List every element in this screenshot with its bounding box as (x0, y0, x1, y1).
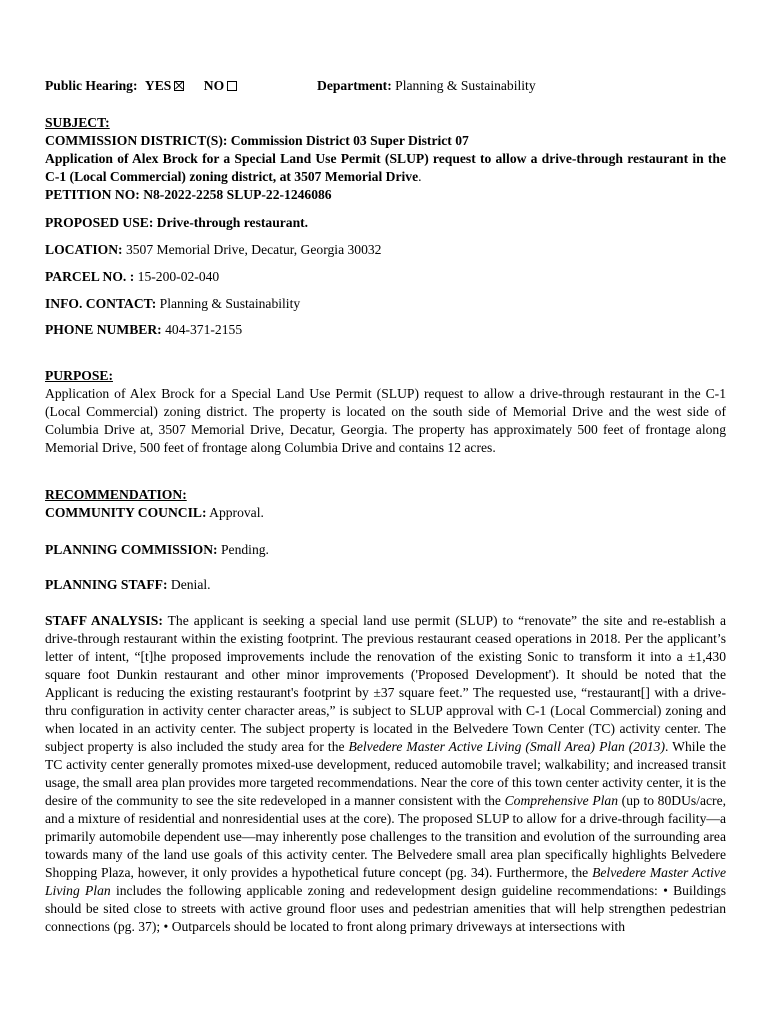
parcel-value: 15-200-02-040 (137, 269, 220, 284)
staff-analysis-plan-title-2: Comprehensive Plan (504, 793, 618, 808)
public-hearing-row (45, 77, 726, 95)
contact-value: Planning & Sustainability (159, 296, 301, 311)
commission-districts: COMMISSION DISTRICT(S): Commission District 03 Super District 07 (45, 133, 469, 148)
contact-field (45, 295, 726, 313)
yes-checkbox-checked (174, 81, 184, 91)
yes-label: YES (144, 78, 172, 93)
staff-analysis-text-4: includes the following applicable zoning and redevelopment design guideline recommendations: • Buildings should be sited close to streets with active ground floor uses and pedestrian amenities that will help strengthen pedestrian connections (pg. 37); • Outparcels should be located to front along primary driveways at intersections with (45, 883, 726, 934)
department-label: Department: (317, 78, 392, 93)
community-council-value: Approval. (209, 505, 264, 520)
parcel-label: PARCEL NO. : (45, 269, 135, 284)
planning-commission-value: Pending. (220, 542, 269, 557)
staff-analysis-label: STAFF ANALYSIS: (45, 613, 163, 628)
staff-analysis-text-3: (up to 80DUs/acre, and a mixture of residential and nonresidential uses at the core). The proposed SLUP to allow for a drive-through facility—a primarily automobile dependent use—may inherently pose challenges to the transition and evolution of the surrounding area towards many of the land use goals of this activity center. The Belvedere small area plan specifically highlights Belvedere Shopping Plaza, however, it only provides a hypothetical future concept (pg. 34). Furthermore, the (45, 793, 726, 880)
location-value: 3507 Memorial Drive, Decatur, Georgia 30032 (125, 242, 382, 257)
planning-commission-label: PLANNING COMMISSION: (45, 542, 218, 557)
recommendation-heading: RECOMMENDATION: (45, 487, 187, 502)
application-title (45, 150, 726, 186)
department-value: Planning & Sustainability (395, 78, 536, 93)
planning-staff-value: Denial. (170, 577, 211, 592)
proposed-use: PROPOSED USE: Drive-through restaurant. (45, 215, 309, 230)
community-council-row (45, 504, 726, 522)
planning-staff-row (45, 576, 726, 594)
planning-commission-row (45, 541, 726, 559)
subject-section (45, 114, 726, 204)
public-hearing-label: Public Hearing: (45, 78, 138, 93)
planning-staff-label: PLANNING STAFF: (45, 577, 168, 592)
purpose-text: Application of Alex Brock for a Special Land Use Permit (SLUP) request to allow a drive-through restaurant in the C-1 (Local Commercial) zoning district. The property is located on the south side of Memorial Drive and the west side of Columbia Drive at, 3507 Memorial Drive, Decatur, Georgia. The property has approximately 500 feet of frontage along Memorial Drive, 500 feet of frontage along Columbia Drive and contains 12 acres. (45, 386, 726, 455)
phone-value: 404-371-2155 (165, 322, 243, 337)
phone-label: PHONE NUMBER: (45, 322, 162, 337)
contact-label: INFO. CONTACT: (45, 296, 157, 311)
staff-analysis-plan-title-1: Belvedere Master Active Living (Small Area) Plan (2013) (348, 739, 665, 754)
location-label: LOCATION: (45, 242, 123, 257)
no-checkbox-empty (227, 81, 237, 91)
application-title-end: . (418, 169, 422, 184)
department-field (317, 77, 536, 95)
phone-field (45, 321, 726, 339)
staff-analysis (45, 612, 726, 936)
no-label: NO (203, 78, 225, 93)
staff-analysis-text-2: . While the TC activity center generally promotes mixed-use development, reduced automobile travel; walkability; and increased transit usage, the small area plan provides more targeted recommendations. Near the core of this town center activity center, it is the desire of the community to see the site redeveloped in a manner consistent with the (45, 739, 726, 808)
subject-heading: SUBJECT: (45, 115, 110, 130)
community-council-label: COMMUNITY COUNCIL: (45, 505, 207, 520)
staff-analysis-plan-title-3: Belvedere Master Active Living Plan (45, 865, 726, 898)
application-title-text: Application of Alex Brock for a Special Land Use Permit (SLUP) request to allow a drive-through restaurant in the C-1 (Local Commercial) zoning district, at 3507 Memorial Drive (45, 151, 726, 184)
location-field (45, 241, 726, 259)
parcel-field (45, 268, 726, 286)
recommendation-section (45, 486, 726, 522)
purpose-section (45, 367, 726, 457)
petition-number: PETITION NO: N8-2022-2258 SLUP-22-1246086 (45, 187, 332, 202)
purpose-heading: PURPOSE: (45, 368, 113, 383)
staff-analysis-text-1: The applicant is seeking a special land use permit (SLUP) to “renovate” the site and re-establish a drive-through restaurant within the existing footprint. The previous restaurant ceased operations in 2018. Per the applicant’s letter of intent, “[t]he proposed improvements include the renovation of the existing Sonic to transform it into a ±1,430 square foot Dunkin restaurant and other minor improvements ('Proposed Development'). It should be noted that the Applicant is reducing the existing restaurant's footprint by ±37 square feet.” The requested use, “restaurant[] with a drive-thru configuration in activity center character areas,” is subject to SLUP approval with C-1 (Local Commercial) zoning and when located in an activity center. The subject property is located in the Belvedere Town Center (TC) activity center. The subject property is also included the study area for the (45, 613, 726, 754)
